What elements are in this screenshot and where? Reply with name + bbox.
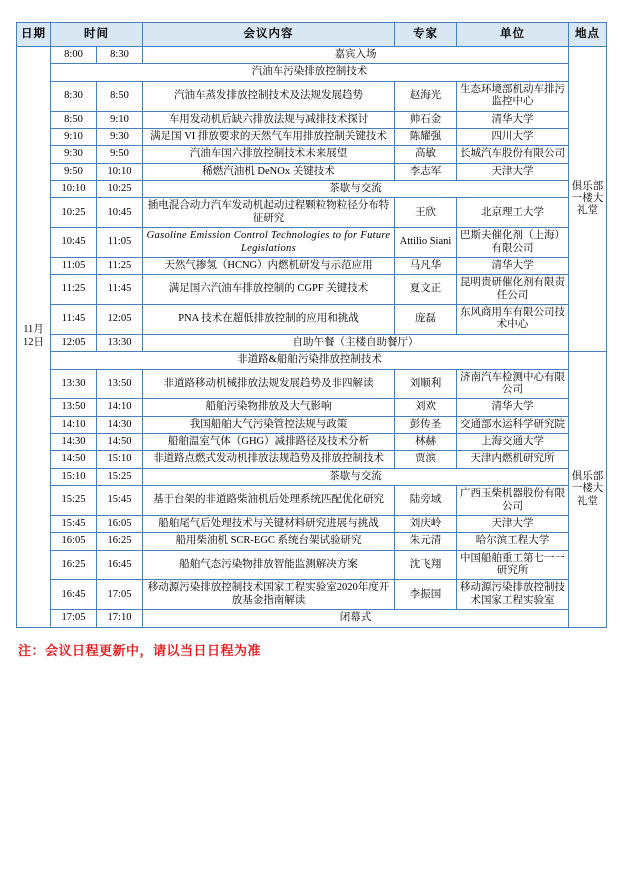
cell-start-time: 11:45 — [51, 305, 97, 335]
table-row — [17, 580, 607, 610]
cell-start-time: 11:25 — [51, 275, 97, 305]
header-place: 地点 — [569, 23, 607, 47]
cell-topic: 闭幕式 — [143, 610, 569, 627]
cell-org: 广西玉柴机器股份有限公司 — [457, 486, 569, 516]
cell-topic: 茶歇与交流 — [143, 468, 569, 485]
cell-topic: 车用发动机后缺六排放法规与减排技术探讨 — [143, 111, 395, 128]
table-row — [17, 181, 607, 198]
agenda-note: 注：会议日程更新中，请以当日日程为准 — [18, 642, 262, 658]
cell-org: 天津大学 — [457, 515, 569, 532]
cell-start-time: 15:25 — [51, 486, 97, 516]
cell-expert: Attilio Siani — [395, 228, 457, 258]
cell-start-time: 16:25 — [51, 550, 97, 580]
cell-org: 天津大学 — [457, 163, 569, 180]
cell-topic: 船舶污染物排放及大气影响 — [143, 399, 395, 416]
cell-start-time: 10:45 — [51, 228, 97, 258]
cell-start-time: 16:05 — [51, 533, 97, 550]
cell-expert: 高敏 — [395, 146, 457, 163]
cell-expert: 陆旁域 — [395, 486, 457, 516]
cell-end-time: 13:50 — [97, 369, 143, 399]
cell-expert: 李振国 — [395, 580, 457, 610]
cell-start-time: 11:05 — [51, 257, 97, 274]
cell-expert: 刘顺利 — [395, 369, 457, 399]
cell-start-time: 9:30 — [51, 146, 97, 163]
cell-org: 四川大学 — [457, 128, 569, 145]
cell-start-time: 10:25 — [51, 198, 97, 228]
cell-start-time: 10:10 — [51, 181, 97, 198]
cell-topic: 汽油车国六排放控制技术未来展望 — [143, 146, 395, 163]
table-row — [17, 163, 607, 180]
cell-end-time: 17:05 — [97, 580, 143, 610]
cell-expert: 刘欢 — [395, 399, 457, 416]
cell-end-time: 16:05 — [97, 515, 143, 532]
table-row — [17, 352, 607, 369]
cell-topic: 满足国六汽油车排放控制的 CGPF 关键技术 — [143, 275, 395, 305]
cell-org: 移动源污染排放控制技术国家工程实验室 — [457, 580, 569, 610]
cell-org: 清华大学 — [457, 111, 569, 128]
cell-end-time: 9:50 — [97, 146, 143, 163]
cell-end-time: 9:30 — [97, 128, 143, 145]
cell-org: 昆明贵研催化剂有限责任公司 — [457, 275, 569, 305]
cell-org: 北京理工大学 — [457, 198, 569, 228]
header-expert: 专家 — [395, 23, 457, 47]
cell-start-time: 14:50 — [51, 451, 97, 468]
cell-start-time: 12:05 — [51, 334, 97, 351]
cell-start-time: 17:05 — [51, 610, 97, 627]
header-org: 单位 — [457, 23, 569, 47]
cell-topic: 船舶尾气后处理技术与关键材料研究进展与挑战 — [143, 515, 395, 532]
table-row — [17, 257, 607, 274]
table-row — [17, 111, 607, 128]
cell-topic: 插电混合动力汽车发动机起动过程颗粒物粒径分布特征研究 — [143, 198, 395, 228]
cell-topic: Gasoline Emission Control Technologies to for Future Legislations — [143, 228, 395, 258]
cell-topic: 稀燃汽油机 DeNOx 关键技术 — [143, 163, 395, 180]
cell-expert: 李志军 — [395, 163, 457, 180]
table-row — [17, 47, 607, 64]
cell-org: 天津内燃机研究所 — [457, 451, 569, 468]
cell-start-time: 15:45 — [51, 515, 97, 532]
cell-expert: 沈飞翔 — [395, 550, 457, 580]
header-date: 日期 — [17, 23, 51, 47]
cell-org: 哈尔滨工程大学 — [457, 533, 569, 550]
header-time: 时间 — [51, 23, 143, 47]
table-row — [17, 305, 607, 335]
cell-topic: PNA 技术在超低排放控制的应用和挑战 — [143, 305, 395, 335]
table-row — [17, 434, 607, 451]
table-row — [17, 198, 607, 228]
cell-org: 清华大学 — [457, 399, 569, 416]
cell-start-time: 16:45 — [51, 580, 97, 610]
cell-topic: 非道路移动机械排放法规发展趋势及非四解读 — [143, 369, 395, 399]
cell-end-time: 15:25 — [97, 468, 143, 485]
cell-topic: 非道路点燃式发动机排放法规趋势及排放控制技术 — [143, 451, 395, 468]
cell-start-time: 8:50 — [51, 111, 97, 128]
table-row — [17, 399, 607, 416]
table-row — [17, 275, 607, 305]
cell-date: 11月12日 — [17, 47, 51, 628]
cell-start-time: 14:10 — [51, 416, 97, 433]
cell-topic: 移动源污染排放控制技术国家工程实验室2020年度开放基金指南解读 — [143, 580, 395, 610]
cell-end-time: 9:10 — [97, 111, 143, 128]
table-row — [17, 515, 607, 532]
cell-section-title: 非道路&船舶污染排放控制技术 — [51, 352, 569, 369]
cell-expert: 贾滨 — [395, 451, 457, 468]
table-row — [17, 468, 607, 485]
cell-topic: 嘉宾入场 — [143, 47, 569, 64]
cell-expert: 庞磊 — [395, 305, 457, 335]
cell-expert: 马凡华 — [395, 257, 457, 274]
cell-topic: 满足国 VI 排放要求的天然气车用排放控制关键技术 — [143, 128, 395, 145]
cell-topic: 船舶温室气体（GHG）减排路径及技术分析 — [143, 434, 395, 451]
cell-end-time: 8:30 — [97, 47, 143, 64]
cell-org: 中国船舶重工第七一一研究所 — [457, 550, 569, 580]
cell-start-time: 8:30 — [51, 81, 97, 111]
cell-org: 济南汽车检测中心有限公司 — [457, 369, 569, 399]
table-row — [17, 533, 607, 550]
cell-end-time: 10:25 — [97, 181, 143, 198]
table-row — [17, 550, 607, 580]
cell-expert: 朱元清 — [395, 533, 457, 550]
cell-expert: 王欣 — [395, 198, 457, 228]
cell-org: 交通部水运科学研究院 — [457, 416, 569, 433]
cell-end-time: 15:45 — [97, 486, 143, 516]
cell-end-time: 11:45 — [97, 275, 143, 305]
cell-expert: 陈耀强 — [395, 128, 457, 145]
table-row — [17, 64, 607, 81]
cell-place: 俱乐部一楼大礼堂 — [569, 47, 607, 352]
table-header — [17, 23, 607, 47]
table-row — [17, 369, 607, 399]
cell-end-time: 14:30 — [97, 416, 143, 433]
cell-start-time: 15:10 — [51, 468, 97, 485]
cell-end-time: 15:10 — [97, 451, 143, 468]
cell-topic: 汽油车蒸发排放控制技术及法规发展趋势 — [143, 81, 395, 111]
cell-end-time: 16:25 — [97, 533, 143, 550]
cell-end-time: 8:50 — [97, 81, 143, 111]
cell-end-time: 14:50 — [97, 434, 143, 451]
cell-org: 东风商用车有限公司技术中心 — [457, 305, 569, 335]
cell-end-time: 10:45 — [97, 198, 143, 228]
cell-org: 生态环境部机动车排污监控中心 — [457, 81, 569, 111]
cell-end-time: 11:25 — [97, 257, 143, 274]
cell-expert: 夏文正 — [395, 275, 457, 305]
cell-org: 清华大学 — [457, 257, 569, 274]
cell-topic: 船舶气态污染物排放智能监测解决方案 — [143, 550, 395, 580]
cell-org: 巴斯夫催化剂（上海）有限公司 — [457, 228, 569, 258]
cell-topic: 茶歇与交流 — [143, 181, 569, 198]
table-row — [17, 416, 607, 433]
cell-start-time: 9:50 — [51, 163, 97, 180]
cell-end-time: 11:05 — [97, 228, 143, 258]
cell-expert: 赵海光 — [395, 81, 457, 111]
table-row — [17, 610, 607, 627]
cell-end-time: 10:10 — [97, 163, 143, 180]
cell-topic: 基于台架的非道路柴油机后处理系统匹配优化研究 — [143, 486, 395, 516]
cell-expert: 刘庆岭 — [395, 515, 457, 532]
table-row — [17, 486, 607, 516]
cell-end-time: 12:05 — [97, 305, 143, 335]
table-row — [17, 146, 607, 163]
cell-end-time: 17:10 — [97, 610, 143, 627]
table-header-row — [17, 23, 607, 47]
cell-end-time: 14:10 — [97, 399, 143, 416]
cell-end-time: 13:30 — [97, 334, 143, 351]
cell-org: 上海交通大学 — [457, 434, 569, 451]
cell-topic: 船用柴油机 SCR-EGC 系统台架试验研究 — [143, 533, 395, 550]
cell-topic: 天然气掺氢（HCNG）内燃机研发与示范应用 — [143, 257, 395, 274]
cell-org: 长城汽车股份有限公司 — [457, 146, 569, 163]
table-row — [17, 128, 607, 145]
header-content: 会议内容 — [143, 23, 395, 47]
table-body — [17, 47, 607, 628]
table-row — [17, 228, 607, 258]
cell-start-time: 13:50 — [51, 399, 97, 416]
cell-expert: 彭传圣 — [395, 416, 457, 433]
cell-start-time: 14:30 — [51, 434, 97, 451]
cell-expert: 帅石金 — [395, 111, 457, 128]
cell-start-time: 9:10 — [51, 128, 97, 145]
agenda-table — [16, 22, 607, 628]
table-row — [17, 334, 607, 351]
cell-start-time: 8:00 — [51, 47, 97, 64]
cell-section-title: 汽油车污染排放控制技术 — [51, 64, 569, 81]
table-row — [17, 81, 607, 111]
cell-expert: 林赫 — [395, 434, 457, 451]
table-row — [17, 451, 607, 468]
cell-topic: 我国船舶大气污染管控法规与政策 — [143, 416, 395, 433]
cell-start-time: 13:30 — [51, 369, 97, 399]
cell-topic: 自助午餐（主楼自助餐厅） — [143, 334, 569, 351]
cell-place: 俱乐部一楼大礼堂 — [569, 352, 607, 627]
cell-end-time: 16:45 — [97, 550, 143, 580]
